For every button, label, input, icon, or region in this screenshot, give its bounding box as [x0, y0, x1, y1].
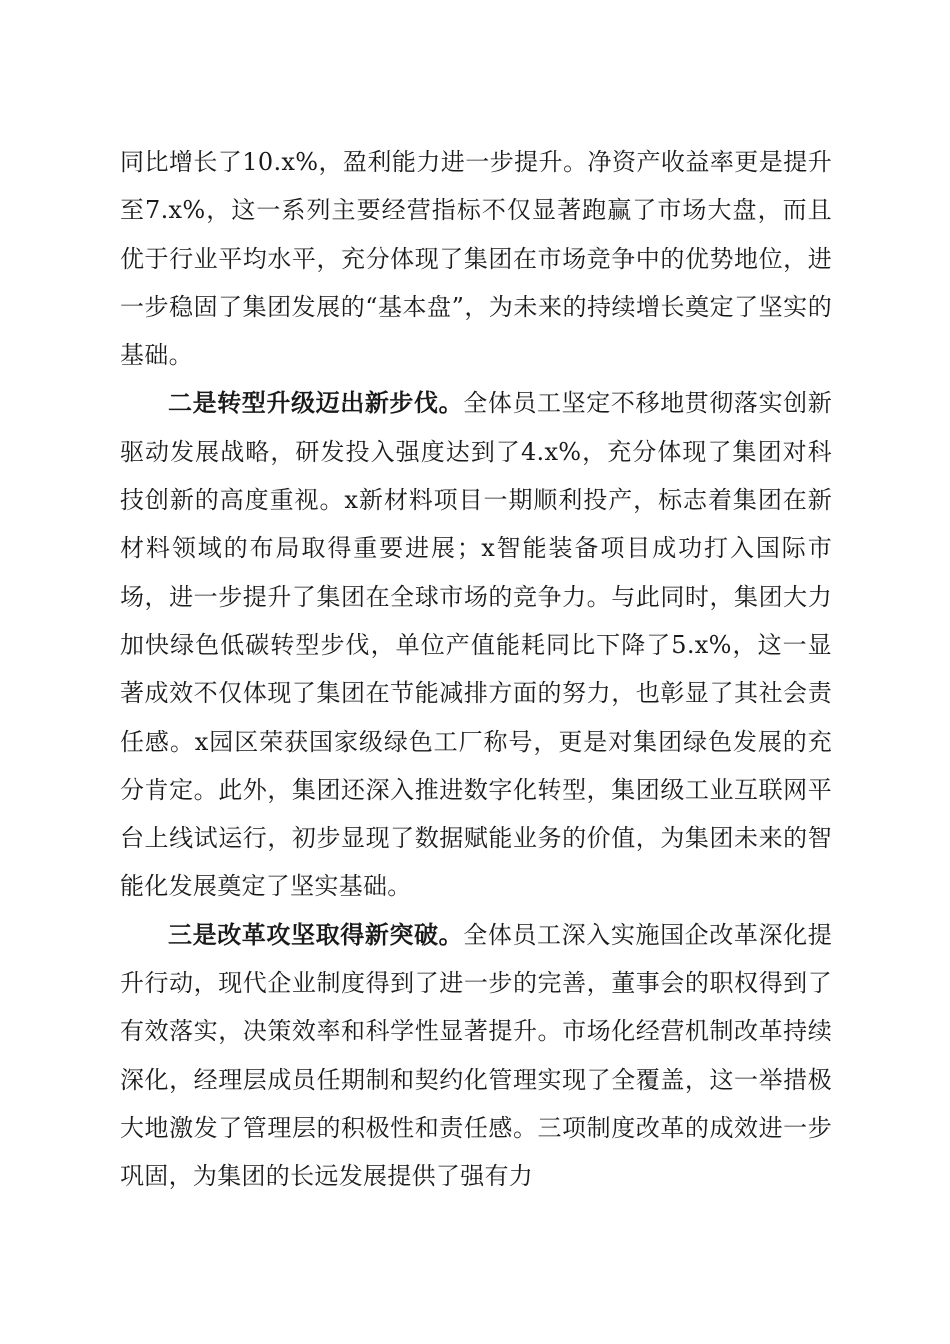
paragraph-body: 全体员工坚定不移地贯彻落实创新驱动发展战略，研发投入强度达到了4.x%，充分体现了集团对科技创新的高度重视。x新材料项目一期顺利投产，标志着集团在新材料领域的布局取得重要进展；x智能装备项目成功打入国际市场，进一步提升了集团在全球市场的竞争力。与此同时，集团大力加快绿色低碳转型步伐，单位产值能耗同比下降了5.x%，这一显著成效不仅体现了集团在节能减排方面的努力，也彰显了其社会责任感。x园区荣获国家级绿色工厂称号，更是对集团绿色发展的充分肯定。此外，集团还深入推进数字化转型，集团级工业互联网平台上线试运行，初步显现了数据赋能业务的价值，为集团未来的智能化发展奠定了坚实基础。 — [120, 389, 832, 901]
paragraph-body: 全体员工深入实施国企改革深化提升行动，现代企业制度得到了进一步的完善，董事会的职权得到了有效落实，决策效率和科学性显著提升。市场化经营机制改革持续深化，经理层成员任期制和契约化管理实现了全覆盖，这一举措极大地激发了管理层的积极性和责任感。三项制度改革的成效进一步巩固，为集团的长远发展提供了强有力 — [120, 920, 832, 1191]
paragraph-continuation — [120, 138, 832, 379]
document-body — [120, 138, 832, 1201]
paragraph-lead: 二是转型升级迈出新步伐。 — [168, 388, 464, 418]
paragraph-reform — [120, 911, 832, 1201]
paragraph-transformation — [120, 379, 832, 910]
paragraph-body: 同比增长了10.x%，盈利能力进一步提升。净资产收益率更是提升至7.x%，这一系列主要经营指标不仅显著跑赢了市场大盘，而且优于行业平均水平，充分体现了集团在市场竞争中的优势地位，进一步稳固了集团发展的“基本盘”，为未来的持续增长奠定了坚实的基础。 — [120, 148, 832, 370]
paragraph-lead: 三是改革攻坚取得新突破。 — [168, 919, 464, 949]
